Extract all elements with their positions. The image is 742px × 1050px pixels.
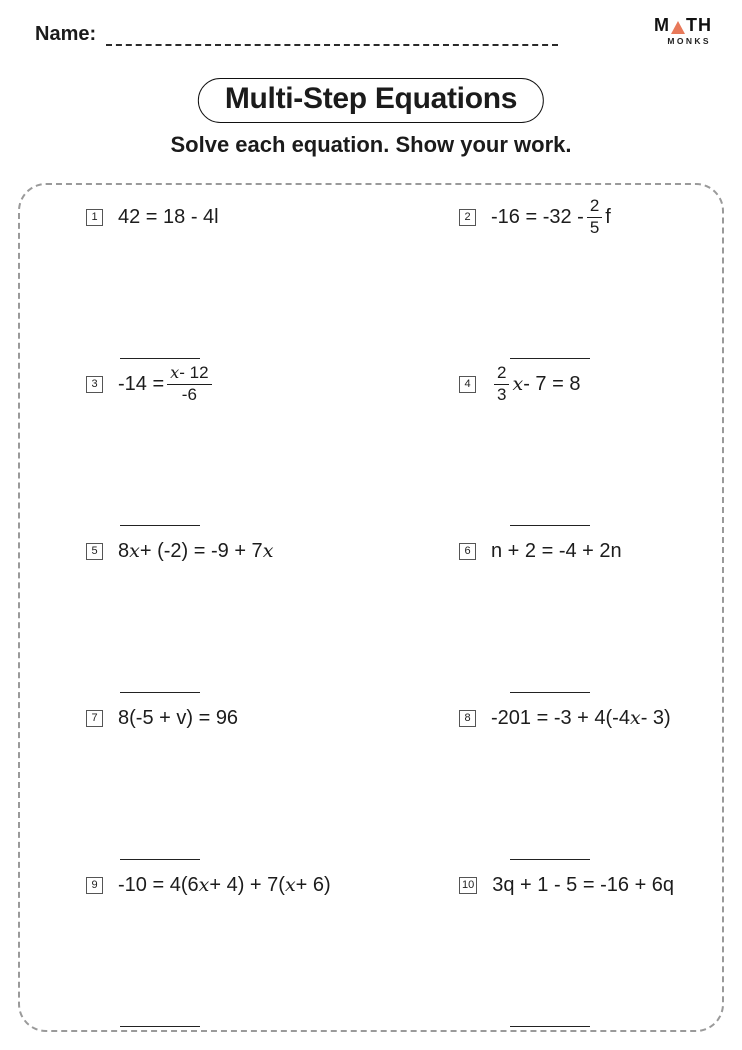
problem-cell-4 [373,362,722,533]
problem-cell-10 [373,867,722,1034]
answer-line [510,358,590,359]
fraction: $\frac{2}{5}$ [587,197,602,237]
problem-number: 10 [459,877,477,894]
equation: -201 = -3 + 4(-4 x - 3) [491,706,671,729]
problem-7 [86,700,373,736]
problem-cell-2 [373,195,722,366]
logo-letter-m: M [654,15,670,35]
equation: $\frac{2}{3}$ x - 7 = 8 [491,364,580,404]
equation: 3q + 1 - 5 = -16 + 6q [492,873,675,896]
page-title: Multi-Step Equations [198,78,544,123]
problem-9 [86,867,373,903]
instructions: Solve each equation. Show your work. [170,132,572,157]
problem-cell-8 [373,700,722,867]
triangle-icon [671,21,685,34]
problem-cell-5 [20,533,373,700]
problem-number: 9 [86,877,103,894]
problem-3 [86,362,373,404]
fraction: x - 12 -6 [167,364,211,404]
problem-number: 2 [459,209,476,226]
problem-4 [459,362,722,404]
problem-number: 3 [86,376,103,393]
answer-line [510,1026,590,1027]
math-monks-logo [654,16,712,46]
problem-row [20,195,722,366]
equation: 8(-5 + v) = 96 [118,706,239,729]
equation: n + 2 = -4 + 2n [491,539,622,562]
problem-1 [86,199,373,235]
problem-row [20,362,722,533]
problem-10 [459,867,722,903]
problem-row [20,867,722,1034]
problem-cell-7 [20,700,373,867]
problem-number: 5 [86,543,103,560]
equation: -14 = x - 12 -6 [118,364,215,404]
answer-line [120,859,200,860]
answer-line [120,1026,200,1027]
logo-wordmark [654,16,712,34]
answer-line [120,525,200,526]
logo-subtext: MONKS [667,36,711,46]
problem-row [20,700,722,867]
logo-letters-th: TH [686,15,712,35]
problem-cell-1 [20,199,373,366]
fraction: $\frac{2}{3}$ [494,364,509,404]
problem-number: 1 [86,209,103,226]
problem-8 [459,700,722,736]
problem-number: 8 [459,710,476,727]
problem-cell-3 [20,362,373,533]
answer-line [510,525,590,526]
answer-line [510,859,590,860]
problem-number: 6 [459,543,476,560]
name-input-line [106,26,558,46]
problem-6 [459,533,722,569]
equation: 8 x + (-2) = -9 + 7 x [118,539,274,562]
answer-line [120,358,200,359]
equation: 42 = 18 - 4l [118,205,219,228]
answer-line [510,692,590,693]
problem-5 [86,533,373,569]
answer-line [120,692,200,693]
name-row [35,24,558,46]
problem-cell-6 [373,533,722,700]
problem-cell-9 [20,867,373,1034]
problems-grid [18,183,724,1032]
problem-row [20,533,722,700]
name-label: Name: [35,23,97,45]
problem-number: 7 [86,710,103,727]
problem-2 [459,195,722,237]
equation: -10 = 4(6 x + 4) + 7( x + 6) [118,873,331,896]
equation: -16 = -32 - $\frac{2}{5}$ f [491,195,611,237]
problem-number: 4 [459,376,476,393]
